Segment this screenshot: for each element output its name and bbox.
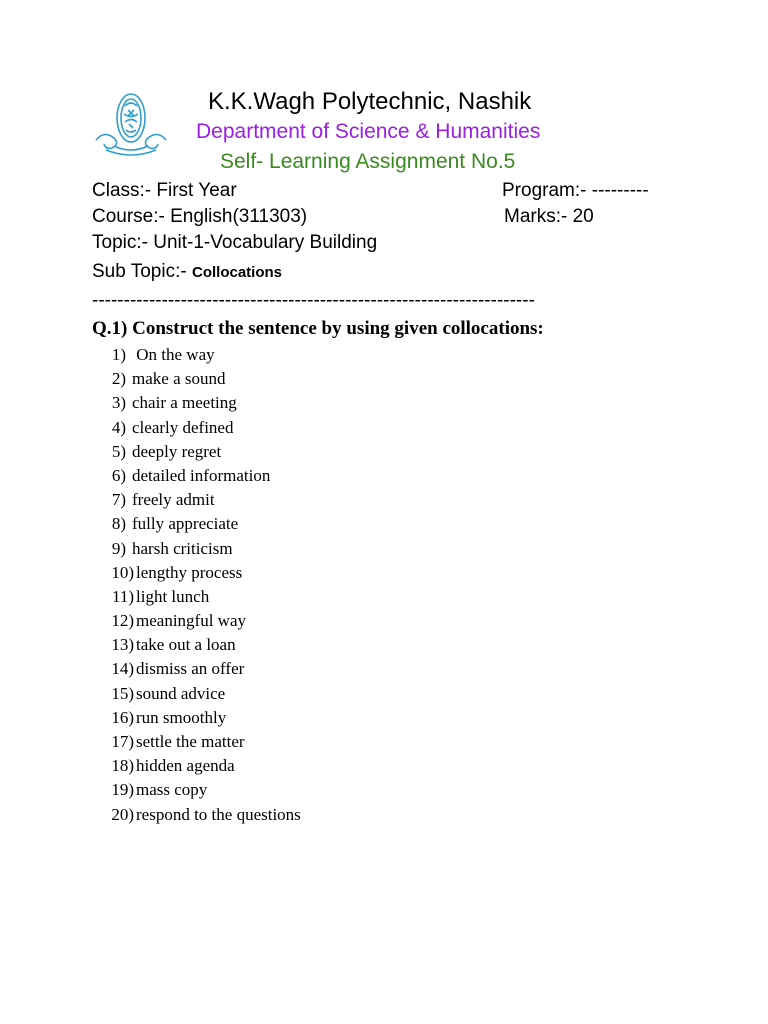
item-text: chair a meeting — [132, 393, 237, 413]
item-text: lengthy process — [136, 562, 243, 582]
item-number: 12) — [111, 611, 134, 631]
list-item — [92, 682, 301, 706]
item-text: fully appreciate — [132, 514, 239, 534]
list-item — [92, 537, 301, 561]
item-text: settle the matter — [136, 732, 245, 751]
question-heading: Q.1) Construct the sentence by using given collocations: — [92, 318, 544, 339]
item-text: harsh criticism — [132, 538, 233, 558]
department-name: Department of Science & Humanities — [196, 120, 541, 143]
course-label: Course:- English(311303) — [92, 206, 308, 227]
item-text: run smoothly — [136, 707, 227, 727]
list-item — [92, 561, 301, 585]
item-number: 2) — [111, 369, 126, 389]
item-number: 18) — [111, 756, 134, 776]
list-item — [92, 488, 301, 512]
item-number: 5) — [111, 441, 126, 461]
item-text: detailed information — [132, 465, 271, 485]
item-number: 11) — [111, 586, 134, 606]
item-number: 17) — [111, 732, 134, 751]
program-label: Program:- --------- — [502, 180, 649, 201]
subtopic-label: Sub Topic:- — [92, 261, 192, 282]
list-item — [92, 585, 301, 609]
item-number: 6) — [111, 465, 126, 485]
item-text: freely admit — [132, 490, 215, 510]
list-item — [92, 706, 301, 730]
subtopic-line — [92, 261, 282, 283]
list-item — [92, 440, 301, 464]
list-item — [92, 657, 301, 681]
class-label: Class:- First Year — [92, 180, 237, 201]
list-item — [92, 391, 301, 415]
item-text: dismiss an offer — [136, 659, 245, 679]
item-text: take out a loan — [136, 635, 236, 655]
item-number: 1) — [111, 345, 126, 364]
item-number: 8) — [111, 514, 126, 534]
item-number: 19) — [111, 780, 134, 800]
item-text: respond to the questions — [136, 804, 301, 824]
list-item — [92, 512, 301, 536]
item-text: light lunch — [136, 586, 210, 606]
item-number: 15) — [111, 683, 134, 703]
subtopic-value: Collocations — [191, 264, 282, 281]
item-number: 13) — [111, 635, 134, 655]
assignment-title: Self- Learning Assignment No.5 — [220, 150, 516, 173]
item-text: clearly defined — [132, 417, 234, 437]
list-item — [92, 609, 301, 633]
item-number: 16) — [111, 707, 134, 727]
list-item — [92, 367, 301, 391]
item-text: hidden agenda — [136, 756, 235, 776]
item-number: 3) — [111, 393, 126, 413]
college-name: K.K.Wagh Polytechnic, Nashik — [208, 88, 532, 115]
collocation-list — [92, 343, 301, 827]
list-item — [92, 633, 301, 657]
item-text: mass copy — [136, 780, 208, 800]
item-number: 4) — [111, 417, 126, 437]
dashed-separator: ---------------------------------------------------------------------- — [92, 290, 535, 311]
topic-label: Topic:- Unit-1-Vocabulary Building — [92, 232, 378, 253]
item-number: 14) — [111, 659, 134, 679]
list-item — [92, 730, 301, 754]
item-number: 10) — [111, 562, 134, 582]
item-text: meaningful way — [136, 611, 246, 631]
list-item — [92, 803, 301, 827]
list-item — [92, 464, 301, 488]
item-number: 20) — [111, 804, 134, 824]
item-text: deeply regret — [132, 441, 222, 461]
list-item — [92, 343, 301, 367]
list-item — [92, 754, 301, 778]
item-number: 9) — [111, 538, 126, 558]
item-number: 7) — [111, 490, 126, 510]
list-item — [92, 778, 301, 802]
item-text: On the way — [132, 345, 215, 364]
item-text: make a sound — [132, 369, 226, 389]
marks-label: Marks:- 20 — [504, 206, 594, 227]
list-item — [92, 416, 301, 440]
college-logo-icon — [92, 88, 170, 158]
item-text: sound advice — [136, 683, 226, 703]
